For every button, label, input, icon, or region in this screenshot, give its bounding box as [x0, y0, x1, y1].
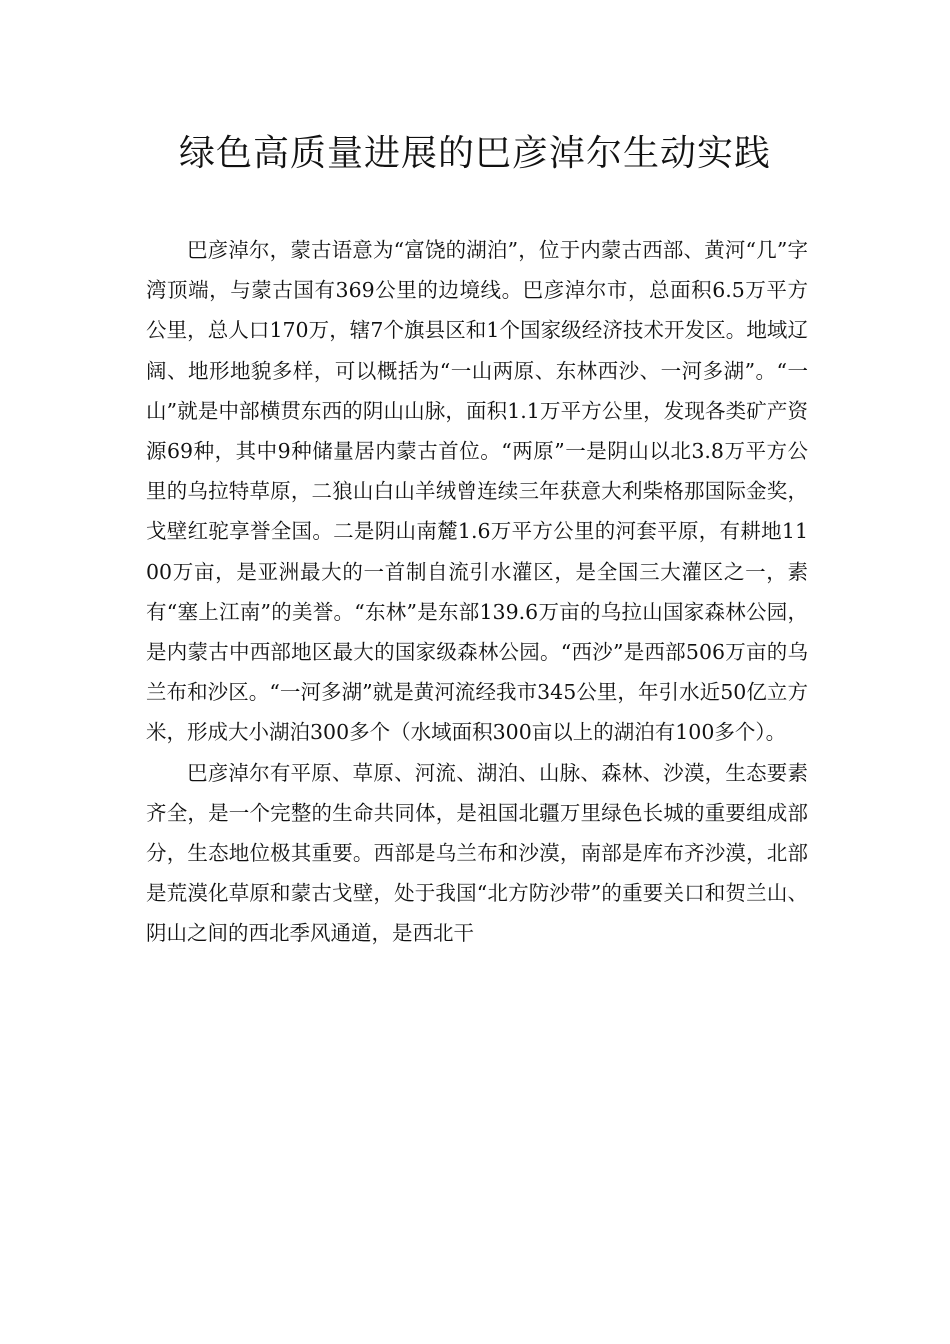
document-title: 绿色高质量进展的巴彦淖尔生动实践: [178, 133, 771, 174]
document-body: [146, 230, 808, 954]
paragraph-2: 巴彦淖尔有平原、草原、河流、湖泊、山脉、森林、沙漠，生态要素齐全，是一个完整的生命共同体，是祖国北疆万里绿色长城的重要组成部分，生态地位极其重要。西部是乌兰布和沙漠，南部是库布齐沙漠，北部是荒漠化草原和蒙古戈壁，处于我国“北方防沙带”的重要关口和贺兰山、阴山之间的西北季风通道，是西北干: [146, 760, 808, 946]
paragraph-1: 巴彦淖尔，蒙古语意为“富饶的湖泊”，位于内蒙古西部、黄河“几”字湾顶端，与蒙古国有369公里的边境线。巴彦淖尔市，总面积6.5万平方公里，总人口170万，辖7个旗县区和1个国家级经济技术开发区。地域辽阔、地形地貌多样，可以概括为“一山两原、东林西沙、一河多湖”。“一山”就是中部横贯东西的阴山山脉，面积1.1万平方公里，发现各类矿产资源69种，其中9种储量居内蒙古首位。“两原”一是阴山以北3.8万平方公里的乌拉特草原，二狼山白山羊绒曾连续三年获意大利柴格那国际金奖，戈壁红驼享誉全国。二是阴山南麓1.6万平方公里的河套平原，有耕地1100万亩，是亚洲最大的一首制自流引水灌区，是全国三大灌区之一，素有“塞上江南”的美誉。“东林”是东部139.6万亩的乌拉山国家森林公园，是内蒙古中西部地区最大的国家级森林公园。“西沙”是西部506万亩的乌兰布和沙区。“一河多湖”就是黄河流经我市345公里，年引水近50亿立方米，形成大小湖泊300多个（水域面积300亩以上的湖泊有100多个）。: [146, 238, 808, 745]
